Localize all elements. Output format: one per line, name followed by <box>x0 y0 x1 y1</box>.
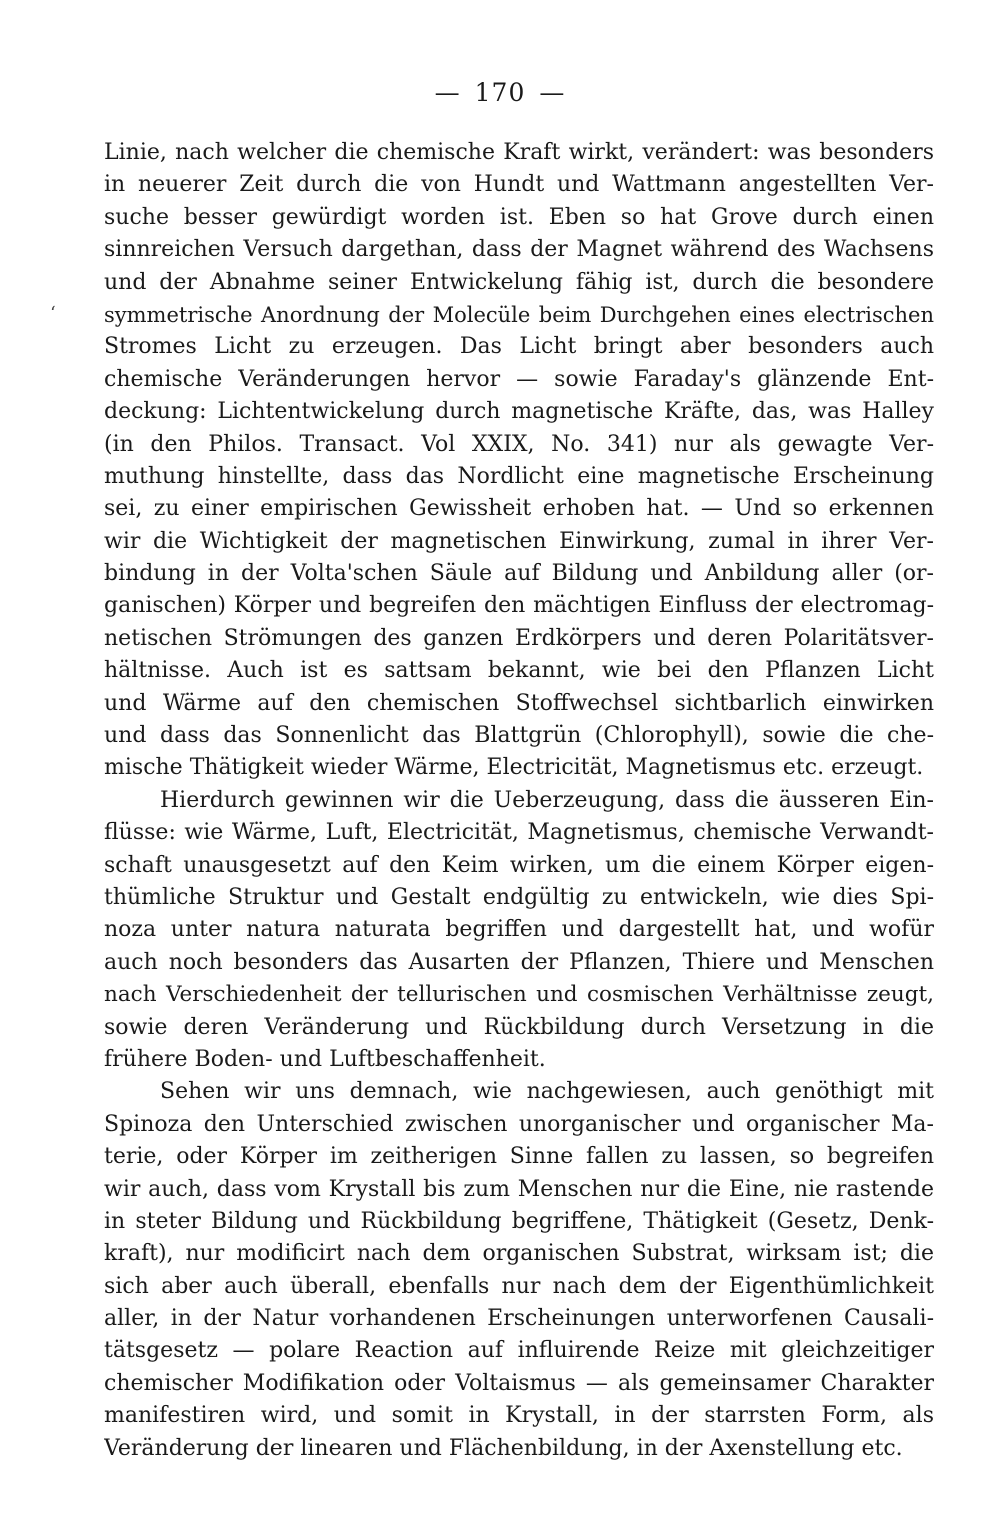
text-line: sowie deren Veränderung und Rückbildung durch Versetzung in die <box>104 1014 934 1040</box>
paragraph-1 <box>104 137 934 785</box>
text-line: Linie, nach welcher die chemische Kraft wirkt, verändert: was besonders <box>104 140 934 165</box>
text-line: frühere Boden- und Luftbeschaffenheit. <box>104 1046 546 1072</box>
text-line: suche besser gewürdigt worden ist. Eben so hat Grove durch einen <box>104 204 934 230</box>
text-line: in steter Bildung und Rückbildung begriffene, Thätigkeit (Gesetz, Denk- <box>104 1208 934 1234</box>
page-number-value: 170 <box>474 78 526 107</box>
text-line: in neuerer Zeit durch die von Hundt und Wattmann angestellten Ver- <box>104 172 934 198</box>
text-line: und Wärme auf den chemischen Stoffwechsel sichtbarlich einwirken <box>104 690 934 716</box>
paragraph-2 <box>104 785 934 1077</box>
text-line: auch noch besonders das Ausarten der Pflanzen, Thiere und Menschen <box>104 949 934 975</box>
text-line: sei, zu einer empirischen Gewissheit erhoben hat. — Und so erkennen <box>104 496 934 522</box>
text-line: mische Thätigkeit wieder Wärme, Electricität, Magnetismus etc. erzeugt. <box>104 755 924 781</box>
text-line: thümliche Struktur und Gestalt endgültig zu entwickeln, wie dies Spi- <box>104 884 934 910</box>
text-line: manifestiren wird, und somit in Krystall, in der starrsten Form, als <box>104 1403 934 1429</box>
text-line: aller, in der Natur vorhandenen Erscheinungen unterworfenen Causali- <box>104 1306 934 1332</box>
text-line: tätsgesetz — polare Reaction auf influirende Reize mit gleichzeitiger <box>104 1338 934 1364</box>
text-line: und der Abnahme seiner Entwickelung fähig ist, durch die besondere <box>104 269 934 295</box>
page-number-dash-left: — <box>434 78 461 107</box>
text-line: Hierdurch gewinnen wir die Ueberzeugung, dass die äusseren Ein- <box>160 787 934 813</box>
text-line: Veränderung der linearen und Flächenbildung, in der Axenstellung etc. <box>104 1435 903 1461</box>
text-line: wir die Wichtigkeit der magnetischen Einwirkung, zumal in ihrer Ver- <box>104 528 934 554</box>
text-line: netischen Strömungen des ganzen Erdkörpers und deren Polaritätsver- <box>104 625 934 651</box>
page-number <box>0 78 1000 107</box>
page-number-dash-right: — <box>539 78 566 107</box>
text-line: chemischer Modifikation oder Voltaismus — als gemeinsamer Charakter <box>104 1370 934 1396</box>
text-line: nach Verschiedenheit der tellurischen und cosmischen Verhältnisse zeugt, <box>104 982 934 1008</box>
text-line: terie, oder Körper im zeitherigen Sinne fallen zu lassen, so begreifen <box>104 1144 934 1170</box>
text-line: symmetrische Anordnung der Molecüle beim Durchgehen eines electrischen <box>104 302 934 327</box>
text-line: wir auch, dass vom Krystall bis zum Menschen nur die Eine, nie rastende <box>104 1176 934 1202</box>
text-line: chemische Veränderungen hervor — sowie Faraday's glänzende Ent- <box>104 366 934 392</box>
text-line: und dass das Sonnenlicht das Blattgrün (Chlorophyll), sowie die che- <box>104 723 934 749</box>
text-line: hältnisse. Auch ist es sattsam bekannt, wie bei den Pflanzen Licht <box>104 658 934 684</box>
margin-mark: ʻ <box>50 303 56 324</box>
text-line: bindung in der Volta'schen Säule auf Bildung und Anbildung aller (or- <box>104 561 934 587</box>
text-line: muthung hinstellte, dass das Nordlicht eine magnetische Erscheinung <box>104 463 934 489</box>
text-line: noza unter natura naturata begriffen und dargestellt hat, und wofür <box>104 917 934 943</box>
text-line: Sehen wir uns demnach, wie nachgewiesen, auch genöthigt mit <box>160 1079 934 1105</box>
text-line: Spinoza den Unterschied zwischen unorganischer und organischer Ma- <box>104 1111 934 1137</box>
text-line: sich aber auch überall, ebenfalls nur nach dem der Eigenthümlichkeit <box>104 1273 934 1299</box>
text-line: sinnreichen Versuch dargethan, dass der Magnet während des Wachsens <box>104 237 934 263</box>
text-line: Stromes Licht zu erzeugen. Das Licht bringt aber besonders auch <box>104 334 934 360</box>
text-line: flüsse: wie Wärme, Luft, Electricität, Magnetismus, chemische Verwandt- <box>104 820 934 846</box>
text-line: kraft), nur modificirt nach dem organischen Substrat, wirksam ist; die <box>104 1241 934 1267</box>
text-line: ganischen) Körper und begreifen den mächtigen Einfluss der electromag- <box>104 593 934 619</box>
text-line: schaft unausgesetzt auf den Keim wirken, um die einem Körper eigen- <box>104 852 934 878</box>
text-line: deckung: Lichtentwickelung durch magnetische Kräfte, das, was Halley <box>104 399 934 425</box>
body-text <box>104 137 934 1465</box>
text-line: (in den Philos. Transact. Vol XXIX, No. 341) nur als gewagte Ver- <box>104 431 934 457</box>
paragraph-3 <box>104 1076 934 1465</box>
